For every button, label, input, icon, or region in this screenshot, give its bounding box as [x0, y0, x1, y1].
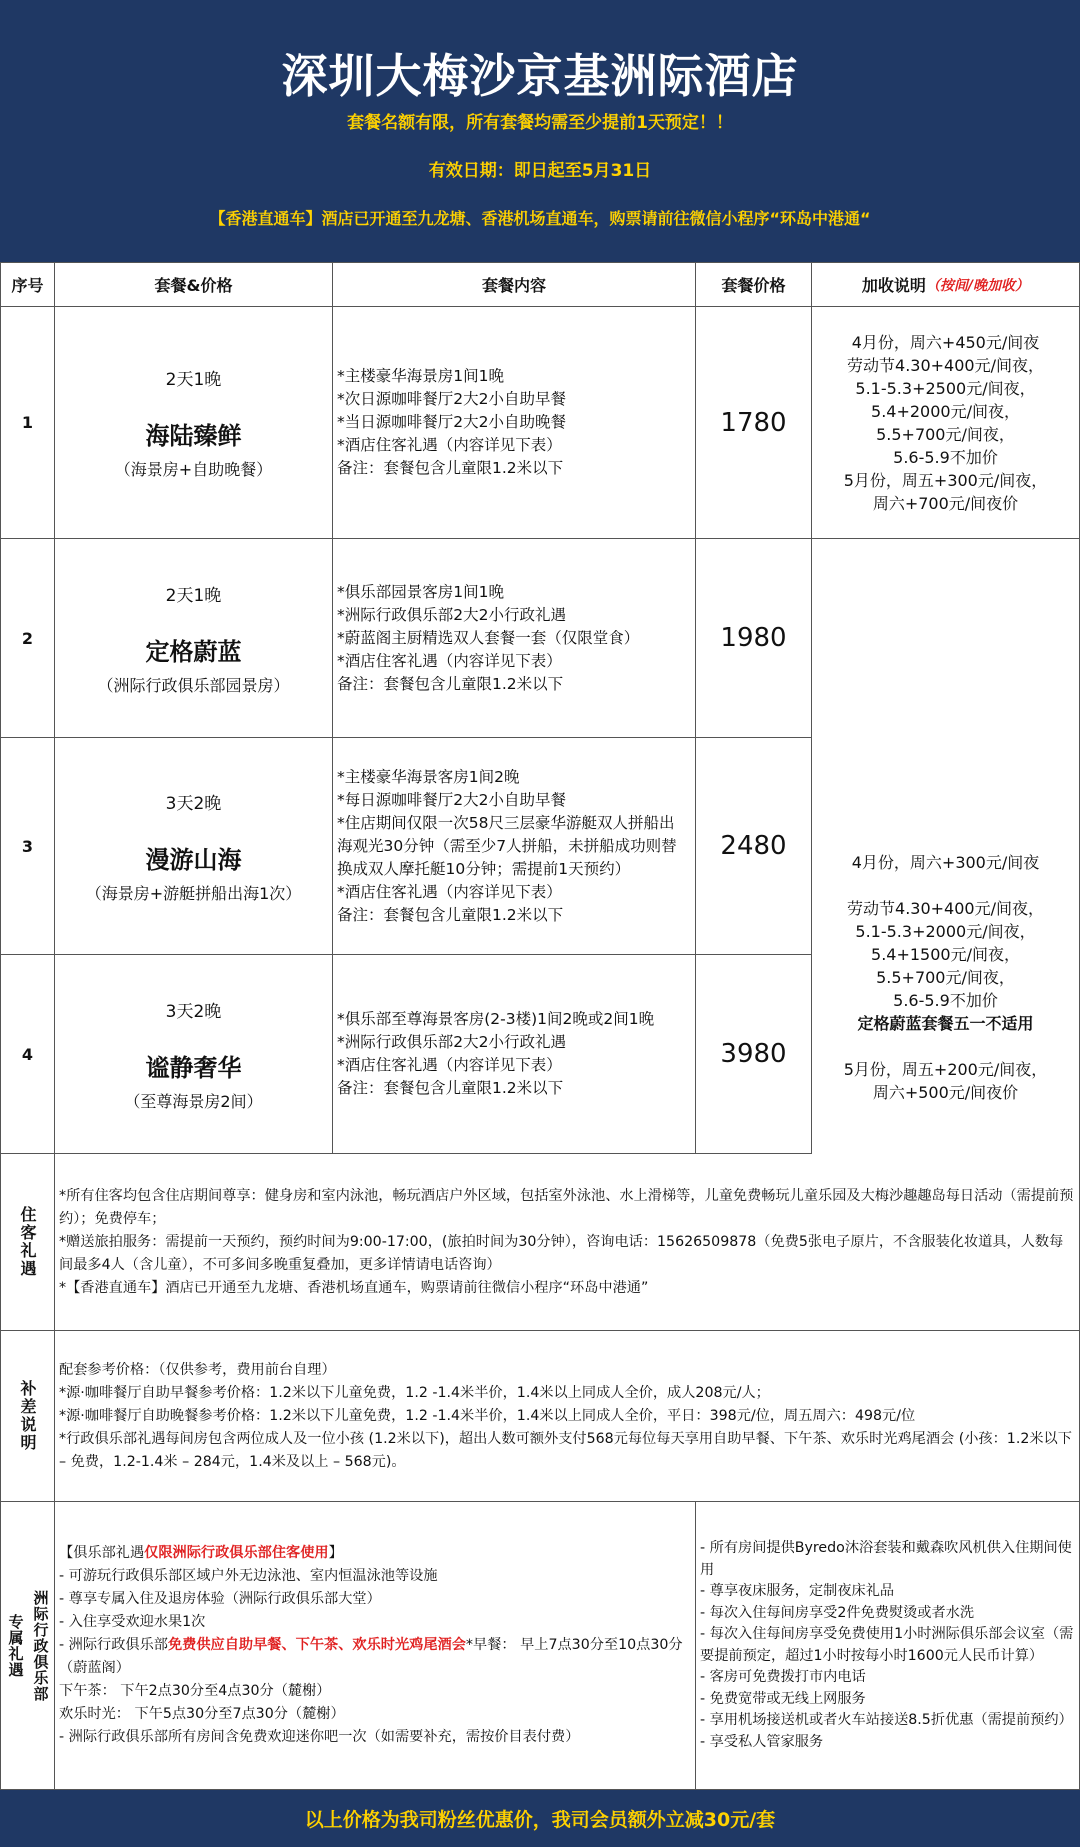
row-2-package — [55, 539, 333, 738]
surcharge-line: 5.5+700元/间夜， — [876, 424, 1015, 444]
content-line: *住店期间仅限一次58尺三层豪华游艇双人拼船出海观光30分钟（需至少7人拼船，未拼船成功则替换成双人摩托艇10分钟；需提前1天预约） — [337, 813, 677, 878]
price-diff-line: *源·咖啡餐厅自助晚餐参考价格：1.2米以下儿童免费，1.2 -1.4米半价，1.4米以上同成人全价，平日：398元/位，周五周六：498元/位 — [59, 1407, 916, 1424]
package-subtitle: （至尊海景房2间） — [124, 1091, 263, 1111]
package-duration: 2天1晚 — [165, 370, 222, 390]
club-title: 【俱乐部礼遇仅限洲际行政俱乐部住客使用】 — [59, 1545, 343, 1561]
price-diff-line: *源·咖啡餐厅自助早餐参考价格：1.2米以下儿童免费，1.2 -1.4米半价，1.4米以上同成人全价，成人208元/人； — [59, 1384, 770, 1401]
content-line: 备注：套餐包含儿童限1.2米以下 — [337, 459, 564, 477]
package-name: 海陆臻鲜 — [145, 422, 242, 450]
surcharge-line: 5.1-5.3+2500元/间夜， — [855, 378, 1036, 398]
club-line: 下午茶： 下午2点30分至4点30分（麓榭） — [59, 1683, 331, 1699]
hotel-header — [0, 0, 1080, 262]
club-line: - 入住享受欢迎水果1次 — [59, 1614, 206, 1630]
club-line: 欢乐时光： 下午5点30分至7点30分（麓榭） — [59, 1706, 345, 1722]
content-line: *酒店住客礼遇（内容详见下表） — [337, 651, 562, 670]
surcharge-line: 劳动节4.30+400元/间夜， — [847, 355, 1044, 375]
surcharge-bold-note: 定格蔚蓝套餐五一不适用 — [857, 1013, 1034, 1033]
club-line: - 客房可免费拨打市内电话 — [700, 1669, 866, 1685]
row-4-content — [333, 955, 696, 1154]
content-line: 备注：套餐包含儿童限1.2米以下 — [337, 674, 564, 693]
surcharge-line: 5.4+2000元/间夜， — [871, 401, 1020, 421]
price-diff-label: 补差说明 — [0, 1331, 55, 1502]
package-subtitle: （海景房+游艇拼船出海1次） — [85, 883, 302, 903]
club-right-text — [696, 1502, 1080, 1790]
hk-bus-notice: 【香港直通车】酒店已开通至九龙塘、香港机场直通车，购票请前往微信小程序“环岛中港通“ — [209, 209, 871, 228]
content-line: *次日源咖啡餐厅2大2小自助早餐 — [337, 390, 566, 408]
club-line: - 免费宽带或无线上网服务 — [700, 1690, 866, 1707]
guest-benefits-text — [55, 1154, 1080, 1331]
surcharge-line: 5.1-5.3+2000元/间夜， — [855, 921, 1036, 941]
content-line: *当日源咖啡餐厅2大2小自助晚餐 — [337, 413, 566, 431]
content-line: *酒店住客礼遇（内容详见下表） — [337, 436, 562, 454]
surcharge-line: 4月份，周六+300元/间夜 — [851, 852, 1040, 872]
surcharge-line: 5月份，周五+200元/间夜， — [843, 1059, 1048, 1079]
col-header-content: 套餐内容 — [333, 262, 696, 307]
content-line: 备注：套餐包含儿童限1.2米以下 — [337, 1079, 564, 1097]
col-header-surcharge: 加收说明 （按间/晚加收） — [812, 262, 1080, 307]
row-1-package — [55, 307, 333, 539]
package-duration: 2天1晚 — [165, 585, 222, 606]
club-line: - 享受私人管家服务 — [700, 1733, 824, 1750]
benefit-line: *赠送旅拍服务：需提前一天预约，预约时间为9:00-17:00，(旅拍时间为30分钟），咨询电话：15626509878（免费5张电子原片，不含服装化妆道具，人数每间最多4人（含儿童），不可多间多晚重复叠加，更多详情请电话咨询） — [59, 1233, 1064, 1273]
club-line: - 尊享夜床服务，定制夜床礼品 — [700, 1583, 895, 1599]
package-duration: 3天2晚 — [165, 793, 222, 814]
content-line: *每日源咖啡餐厅2大2小自助早餐 — [337, 790, 566, 809]
package-name: 定格蔚蓝 — [145, 637, 242, 666]
content-list — [337, 365, 566, 480]
row-3-index: 3 — [0, 738, 55, 955]
benefit-line: *【香港直通车】酒店已开通至九龙塘、香港机场直通车，购票请前往微信小程序“环岛中港通” — [59, 1279, 649, 1296]
content-line: *酒店住客礼遇（内容详见下表） — [337, 882, 562, 901]
club-line: - 可游玩行政俱乐部区域户外无边泳池、室内恒温泳池等设施 — [59, 1568, 438, 1584]
price-diff-line: 配套参考价格：（仅供参考，费用前台自理） — [59, 1361, 336, 1378]
surcharge-line: 4月份，周六+450元/间夜 — [851, 332, 1040, 352]
row-4-package — [55, 955, 333, 1154]
row-1-index: 1 — [0, 307, 55, 539]
content-line: 备注：套餐包含儿童限1.2米以下 — [337, 905, 564, 924]
row-3-package — [55, 738, 333, 955]
row-4-price: 3980 — [696, 955, 812, 1154]
row-2-price: 1980 — [696, 539, 812, 738]
content-list — [337, 766, 689, 927]
guest-benefits-label: 住客礼遇 — [0, 1154, 55, 1331]
price-diff-text — [55, 1331, 1080, 1502]
club-line: - 洲际行政俱乐部所有房间含免费欢迎迷你吧一次（如需要补充，需按价目表付费） — [59, 1729, 580, 1745]
row-4-index: 4 — [0, 955, 55, 1154]
club-line: - 尊享专属入住及退房体验（洲际行政俱乐部大堂） — [59, 1591, 381, 1607]
surcharge-line: 劳动节4.30+400元/间夜， — [847, 898, 1044, 918]
club-meal-line: - 洲际行政俱乐部免费供应自助早餐、下午茶、欢乐时光鸡尾酒会*早餐： 早上7点30分至10点30分（蔚蓝阁） — [59, 1637, 683, 1676]
surcharge-line: 5月份，周五+300元/间夜， — [843, 470, 1048, 490]
content-line: *洲际行政俱乐部2大2小行政礼遇 — [337, 605, 566, 624]
package-name: 漫游山海 — [145, 845, 242, 874]
content-line: *蔚蓝阁主厨精选双人套餐一套（仅限堂食） — [337, 628, 640, 647]
package-subtitle: （海景房+自助晚餐） — [114, 460, 273, 479]
content-line: *主楼豪华海景房1间1晚 — [337, 367, 504, 385]
booking-notice: 套餐名额有限，所有套餐均需至少提前1天预定！！ — [347, 113, 733, 133]
package-subtitle: （洲际行政俱乐部园景房） — [97, 675, 290, 695]
surcharge-line: 5.5+700元/间夜， — [876, 967, 1015, 987]
club-line: - 每次入住每间房享受2件免费熨烫或者水洗 — [700, 1604, 975, 1621]
validity-text: 有效日期：即日起至5月31日 — [428, 161, 652, 181]
content-line: *洲际行政俱乐部2大2小行政礼遇 — [337, 1033, 566, 1051]
row-1-surcharge — [812, 307, 1080, 539]
club-line: - 每次入住每间房享受免费使用1小时洲际俱乐部会议室（需要提前预定，超过1小时按每小时1600元人民币计算） — [700, 1626, 1074, 1664]
content-list — [337, 1008, 654, 1100]
col-header-package: 套餐&价格 — [55, 262, 333, 307]
hotel-title: 深圳大梅沙京基洲际酒店 — [281, 49, 799, 103]
content-line: *俱乐部园景客房1间1晚 — [337, 582, 504, 601]
surcharge-line: 周六+500元/间夜价 — [872, 1082, 1019, 1102]
row-1-content — [333, 307, 696, 539]
price-diff-line: *行政俱乐部礼遇每间房包含两位成人及一位小孩 (1.2米以下)，超出人数可额外支付568元每位每天享用自助早餐、下午茶、欢乐时光鸡尾酒会 (小孩：1.2米以下 – 免费，1.2-1.4米 – 284元，1.4米及以上 – 568元)。 — [59, 1430, 1072, 1470]
surcharge-line: 5.6-5.9不加价 — [893, 447, 998, 467]
surcharge-note: （按间/晚加收） — [925, 277, 1030, 294]
footer-banner — [0, 1790, 1080, 1847]
club-line: - 所有房间提供Byredo沐浴套装和戴森吹风机供入住期间使用 — [700, 1540, 1072, 1578]
surcharge-line: 周六+700元/间夜价 — [872, 493, 1019, 513]
footer-text: 以上价格为我司粉丝优惠价，我司会员额外立减30元/套 — [304, 1809, 776, 1831]
content-line: *主楼豪华海景客房1间2晚 — [337, 767, 520, 786]
club-left-text — [55, 1502, 696, 1790]
club-line: - 享用机场接送机或者火车站接送8.5折优惠（需提前预约） — [700, 1712, 1073, 1728]
content-line: *俱乐部至尊海景客房(2-3楼)1间2晚或2间1晚 — [337, 1010, 655, 1028]
row-3-content — [333, 738, 696, 955]
content-line: *酒店住客礼遇（内容详见下表） — [337, 1056, 562, 1074]
row-1-price: 1780 — [696, 307, 812, 539]
surcharge-line: 5.6-5.9不加价 — [893, 990, 998, 1010]
row-2-content — [333, 539, 696, 738]
row-2-index: 2 — [0, 539, 55, 738]
surcharge-line: 5.4+1500元/间夜， — [871, 944, 1020, 964]
row-3-price: 2480 — [696, 738, 812, 955]
col-header-price: 套餐价格 — [696, 262, 812, 307]
club-label: 专属礼遇 洲际行政俱乐部 — [0, 1502, 55, 1790]
benefit-line: *所有住客均包含住店期间尊享：健身房和室内泳池，畅玩酒店户外区域，包括室外泳池、水上滑梯等，儿童免费畅玩儿童乐园及大梅沙趣趣岛每日活动（需提前预约）；免费停车； — [59, 1187, 1074, 1227]
package-table — [0, 262, 1080, 1790]
col-header-index: 序号 — [0, 262, 55, 307]
package-duration: 3天2晚 — [165, 1001, 222, 1022]
content-list — [337, 581, 639, 696]
package-name: 谧静奢华 — [145, 1053, 242, 1082]
